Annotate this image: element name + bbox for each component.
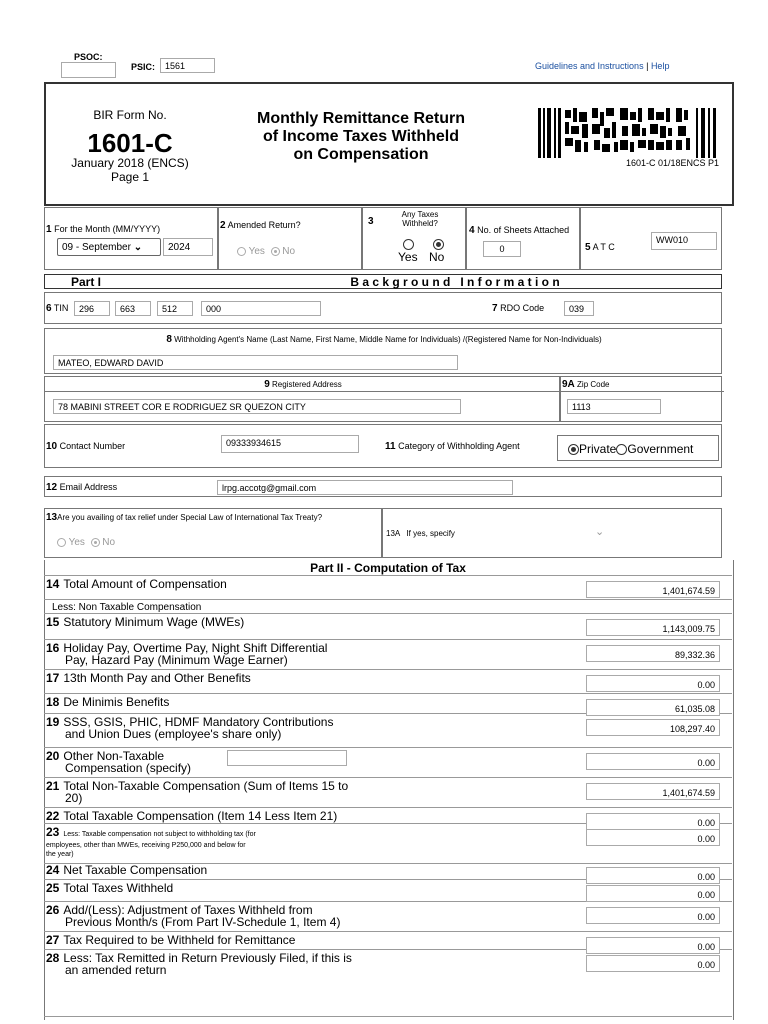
item21-text-line2: 20): [65, 791, 83, 805]
category-options: [568, 442, 693, 456]
item12-number: 12: [46, 482, 58, 493]
form-number: 1601-C: [87, 128, 173, 158]
item1-cell: [44, 207, 218, 270]
part2-title: Part II - Computation of Tax: [310, 561, 466, 575]
relief-no-radio[interactable]: [91, 538, 100, 547]
item28-amount[interactable]: 0.00: [586, 955, 720, 972]
item15-number: 15: [46, 615, 60, 629]
relief-no-label: No: [102, 537, 116, 548]
tin-part2-input[interactable]: 663: [115, 301, 151, 316]
item16-number: 16: [46, 641, 60, 655]
zip-cell: [560, 376, 722, 422]
item10-label: Contact Number: [59, 441, 126, 451]
row-divider: [44, 639, 732, 640]
rdo-label: RDO Code: [500, 303, 545, 313]
item20-label: [46, 750, 191, 774]
sheets-input[interactable]: 0: [483, 241, 521, 257]
item5-caption: [585, 242, 615, 253]
part1-header: [44, 274, 722, 289]
item13a-cell: [382, 508, 722, 558]
item16-amount[interactable]: 89,332.36: [586, 645, 720, 662]
item14-amount[interactable]: 1,401,674.59: [586, 581, 720, 598]
item16-text-line2: Pay, Hazard Pay (Minimum Wage Earner): [65, 653, 288, 667]
item12-caption: [46, 482, 117, 493]
form-page: Page 1: [110, 170, 150, 184]
item3-number: 3: [368, 216, 374, 227]
item5-number: 5: [585, 242, 591, 253]
item24-text-line1: Net Taxable Compensation: [63, 863, 208, 877]
tin-row: [44, 292, 722, 324]
item15-text-line1: Statutory Minimum Wage (MWEs): [63, 615, 245, 629]
agent-name-row: [44, 328, 722, 374]
amended-yes-label: Yes: [248, 246, 265, 257]
item17-amount[interactable]: 0.00: [586, 675, 720, 692]
title-line-2: of Income Taxes Withheld: [262, 128, 460, 145]
item9a-number: 9A: [562, 379, 575, 390]
tin-part3-input[interactable]: 512: [157, 301, 193, 316]
item2-number: 2: [220, 220, 226, 231]
row-divider: [44, 693, 732, 694]
barcode-image: [538, 108, 720, 158]
item9-caption: [45, 379, 561, 392]
item28-text-line2: an amended return: [65, 963, 167, 977]
item20-amount[interactable]: 0.00: [586, 753, 720, 770]
item21-label: [46, 780, 348, 804]
item28-label: [46, 952, 352, 976]
item20-text-line2: Compensation (specify): [65, 761, 192, 775]
item13-label: Are you availing of tax relief under Special Law of International Tax Treaty?: [57, 513, 323, 522]
psic-input[interactable]: 1561: [160, 58, 215, 73]
item3-label-line1: Any Taxes: [401, 210, 439, 219]
row-divider: [44, 777, 732, 778]
item24-amount[interactable]: 0.00: [586, 867, 720, 884]
psoc-label: PSOC:: [74, 52, 103, 62]
item24-label: [46, 864, 207, 876]
item1-label: For the Month (MM/YYYY): [54, 224, 161, 234]
item19-label: [46, 716, 333, 740]
item11-caption: [385, 441, 520, 452]
item9a-caption: [561, 379, 724, 392]
item19-text-line1: SSS, GSIS, PHIC, HDMF Mandatory Contributions: [63, 715, 334, 729]
item23-text-line1: Less: Taxable compensation not subject to withholding tax (for: [63, 831, 256, 838]
item19-text-line2: and Union Dues (employee's share only): [65, 727, 282, 741]
item1-caption: [46, 224, 160, 235]
link-separator: |: [646, 61, 649, 71]
tin-label: TIN: [53, 303, 69, 313]
item5-label: A T C: [592, 242, 615, 252]
item22-label: [46, 810, 337, 822]
item9-label: Registered Address: [271, 380, 342, 389]
chevron-down-icon: ⌄: [133, 242, 143, 253]
item10-number: 10: [46, 441, 58, 452]
atc-input[interactable]: WW010: [651, 232, 717, 250]
rdo-input[interactable]: 039: [564, 301, 594, 316]
item18-number: 18: [46, 695, 60, 709]
form-title: [226, 110, 496, 164]
government-label: Government: [627, 442, 694, 456]
withheld-no-radio[interactable]: [433, 239, 444, 250]
item17-number: 17: [46, 671, 60, 685]
amended-no-radio[interactable]: [271, 247, 280, 256]
item14-text-line1: Total Amount of Compensation: [63, 577, 227, 591]
item2-label: Amended Return?: [227, 220, 301, 230]
agent-name-input[interactable]: MATEO, EDWARD DAVID: [53, 355, 458, 370]
item5-cell: [580, 207, 722, 270]
item23-label: [46, 826, 256, 859]
item22-text-line1: Total Taxable Compensation (Item 14 Less Item 21): [63, 809, 338, 823]
item23-text-line3: the year): [46, 851, 74, 858]
item14-number: 14: [46, 577, 60, 591]
private-label: Private: [579, 442, 617, 456]
title-line-1: Monthly Remittance Return: [256, 110, 465, 127]
item4-cell: [466, 207, 580, 270]
item26-text-line1: Add/(Less): Adjustment of Taxes Withheld from: [63, 903, 313, 917]
private-radio[interactable]: [568, 444, 579, 455]
category-radio-group: [557, 435, 719, 461]
year-input[interactable]: 2024: [163, 238, 213, 256]
item9-number: 9: [264, 379, 270, 390]
item28-text-line1: Less: Tax Remitted in Return Previously Filed, if this is: [63, 951, 352, 965]
top-links: [535, 61, 669, 71]
item7-number: 7: [492, 303, 498, 314]
item21-number: 21: [46, 779, 60, 793]
item4-number: 4: [469, 225, 475, 236]
row-divider: [44, 669, 732, 670]
item23-text-line2: employees, other than MWEs, receiving P250,000 and below for: [46, 842, 246, 849]
guidelines-link[interactable]: Guidelines and Instructions: [535, 61, 644, 71]
item8-label: Withholding Agent's Name (Last Name, First Name, Middle Name for Individuals) /(Registered Name for Non-Individuals): [174, 335, 602, 344]
item2-cell: [218, 207, 362, 270]
item25-number: 25: [46, 881, 60, 895]
item4-label: No. of Sheets Attached: [477, 225, 570, 235]
row-divider: [44, 613, 732, 614]
item23-amount[interactable]: 0.00: [586, 829, 720, 846]
item18-label: [46, 696, 169, 708]
psic-label: PSIC:: [131, 62, 156, 72]
item8-caption: [45, 334, 723, 345]
amended-yes-radio[interactable]: [237, 247, 246, 256]
item28-number: 28: [46, 951, 60, 965]
government-radio[interactable]: [616, 444, 627, 455]
help-link[interactable]: Help: [650, 61, 670, 71]
item20-number: 20: [46, 749, 60, 763]
item6-caption: [46, 303, 68, 314]
item26-amount[interactable]: 0.00: [586, 907, 720, 924]
less-nontaxable-label: Less: Non Taxable Compensation: [52, 602, 202, 613]
form-no-label: BIR Form No.: [93, 108, 167, 122]
item16-text-line1: Holiday Pay, Overtime Pay, Night Shift Differential: [63, 641, 328, 655]
item26-text-line2: Previous Month/s (From Part IV-Schedule 1, Item 4): [65, 915, 341, 929]
item15-label: [46, 616, 244, 628]
item15-amount[interactable]: 1,143,009.75: [586, 619, 720, 636]
item7-caption: [492, 303, 544, 314]
item1-number: 1: [46, 224, 52, 235]
withheld-no-label: No: [429, 250, 445, 264]
form-version: January 2018 (ENCS): [71, 156, 189, 170]
tin-part1-input[interactable]: 296: [74, 301, 110, 316]
barcode-caption: 1601-C 01/18ENCS P1: [626, 158, 720, 168]
item18-text-line1: De Minimis Benefits: [63, 695, 170, 709]
email-input[interactable]: lrpg.accotg@gmail.com: [217, 480, 513, 495]
item21-text-line1: Total Non-Taxable Compensation (Sum of Items 15 to: [63, 779, 349, 793]
item10-caption: [46, 441, 125, 452]
relief-radio-group: [57, 537, 115, 548]
item13-number: 13: [46, 512, 58, 523]
address-cell: [44, 376, 560, 422]
withheld-yes-radio[interactable]: [403, 239, 414, 250]
item13-cell: [44, 508, 382, 558]
part1-label: Part I: [71, 275, 102, 289]
row-divider: [44, 747, 732, 748]
month-value: 09 - September: [62, 242, 131, 253]
item26-label: [46, 904, 340, 928]
other-nontaxable-specify-input[interactable]: [227, 750, 347, 766]
item22-amount[interactable]: 0.00: [586, 813, 720, 830]
relief-yes-label: Yes: [68, 537, 85, 548]
item11-number: 11: [385, 441, 396, 452]
item12-label: Email Address: [59, 482, 118, 492]
zip-input[interactable]: 1113: [567, 399, 661, 414]
row-divider: [44, 1016, 732, 1017]
form-header: [44, 82, 734, 206]
item16-label: [46, 642, 327, 666]
item13-caption: [46, 512, 322, 523]
item27-amount[interactable]: 0.00: [586, 937, 720, 954]
item21-amount[interactable]: 1,401,674.59: [586, 783, 720, 800]
amended-radio-group: [237, 246, 295, 257]
withheld-yes-label: Yes: [398, 250, 418, 264]
item27-label: [46, 934, 295, 946]
item9a-label: Zip Code: [577, 380, 610, 389]
item3-label: [385, 210, 455, 228]
item24-number: 24: [46, 863, 60, 877]
item27-number: 27: [46, 933, 60, 947]
item25-amount[interactable]: 0.00: [586, 885, 720, 902]
part1-title: B a c k g r o u n d I n f o r m a t i o n: [350, 275, 560, 289]
item26-number: 26: [46, 903, 60, 917]
amended-no-label: No: [282, 246, 296, 257]
email-row: [44, 476, 722, 497]
item14-label: [46, 578, 227, 590]
month-select[interactable]: [57, 238, 161, 256]
title-line-3: on Compensation: [293, 146, 429, 163]
item4-caption: [469, 225, 569, 236]
relief-yes-radio[interactable]: [57, 538, 66, 547]
item3-cell: [362, 207, 466, 270]
item19-number: 19: [46, 715, 60, 729]
item20-text-line1: Other Non-Taxable: [63, 749, 165, 763]
row-divider: [44, 575, 732, 576]
row-divider: [44, 931, 732, 932]
psoc-input[interactable]: [61, 62, 116, 78]
item3-label-line2: Withheld?: [402, 219, 438, 228]
row-divider: [44, 807, 732, 808]
tin-part4-input[interactable]: 000: [201, 301, 321, 316]
item18-amount[interactable]: 61,035.08: [586, 699, 720, 716]
item25-text-line1: Total Taxes Withheld: [63, 881, 174, 895]
item13a-label: 13A If yes, specify: [386, 529, 455, 538]
item19-amount[interactable]: 108,297.40: [586, 719, 720, 736]
item23-number: 23: [46, 825, 60, 839]
item17-text-line1: 13th Month Pay and Other Benefits: [63, 671, 251, 685]
item8-number: 8: [166, 334, 172, 345]
item17-label: [46, 672, 251, 684]
row-divider: [44, 599, 732, 600]
address-input[interactable]: 78 MABINI STREET COR E RODRIGUEZ SR QUEZON CITY: [53, 399, 461, 414]
item25-label: [46, 882, 173, 894]
item11-label: Category of Withholding Agent: [398, 441, 520, 451]
item27-text-line1: Tax Required to be Withheld for Remittance: [63, 933, 296, 947]
item2-caption: [220, 220, 301, 231]
item6-number: 6: [46, 303, 52, 314]
contact-input[interactable]: 09333934615: [221, 435, 359, 453]
item22-number: 22: [46, 809, 60, 823]
chevron-down-icon[interactable]: ⌄: [595, 526, 605, 538]
contact-row: [44, 424, 722, 468]
